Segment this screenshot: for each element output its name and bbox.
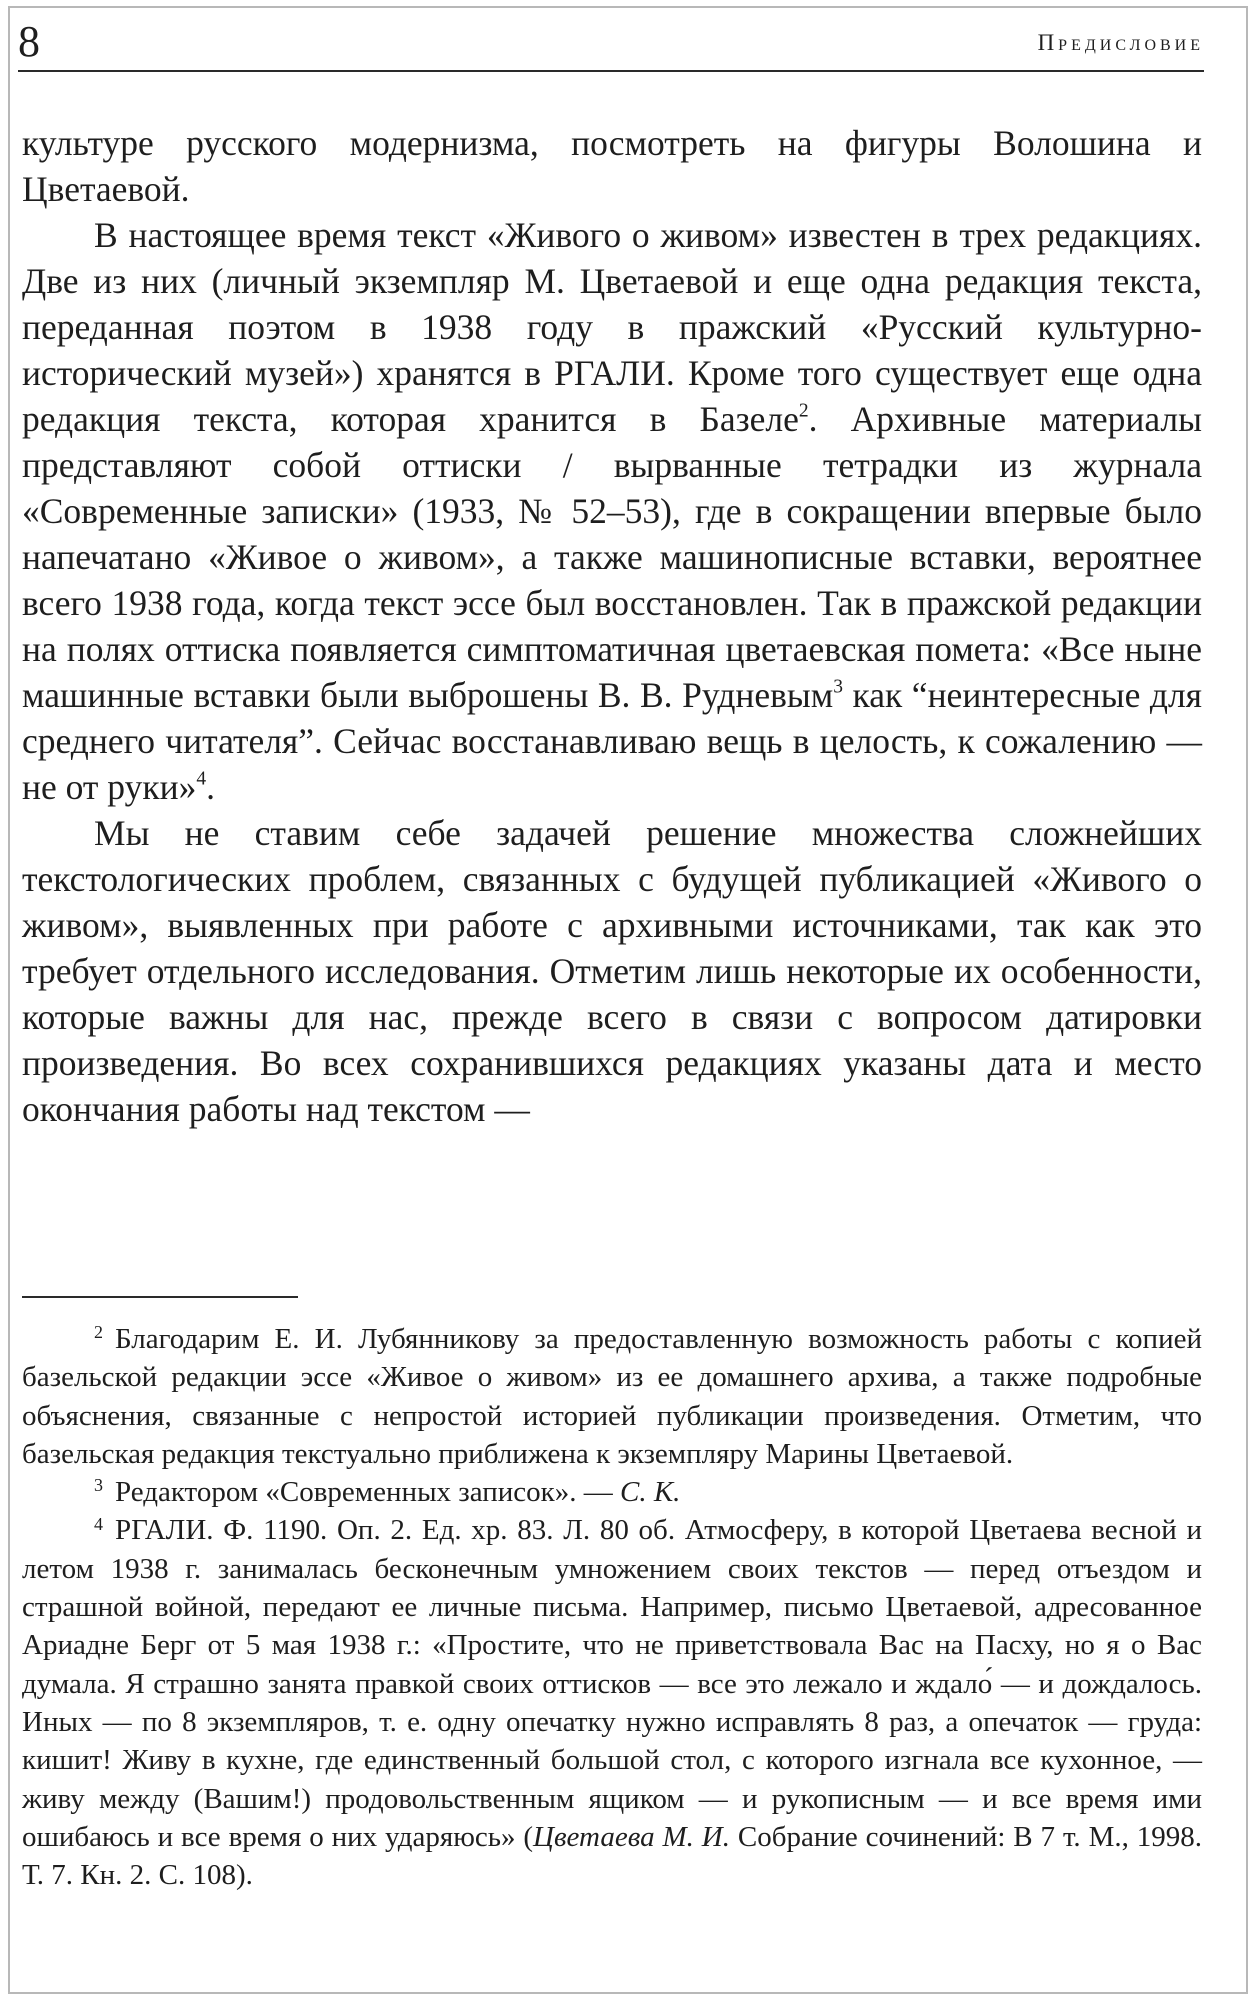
footnote-2-text: Благодарим Е. И. Лубянникову за предоставленную возможность работы с копией базельской редакции эссе «Живое о живом» из ее домашнего архива, а также подробные объяснения, связанные с непростой историей публикации произведения. Отметим, что базельская редакция текстуально приближена к экземпляру Марины Цветаевой.: [22, 1323, 1202, 1470]
paragraph-2-text-c: как “неинтересные для среднего читателя”. Сейчас восстанавливаю вещь в целость, к сожалению — не от руки»: [22, 675, 1202, 807]
main-text: [22, 120, 1202, 1132]
footnote-3: [22, 1473, 1202, 1511]
footnote-divider: [22, 1296, 298, 1298]
page-header: [18, 14, 1204, 72]
footnote-ref-3[interactable]: 3: [833, 676, 843, 698]
running-title: Предисловие: [1037, 30, 1204, 55]
footnote-3-text: Редактором «Современных записок». —: [114, 1476, 620, 1509]
paragraph-2-text-d: .: [206, 767, 215, 807]
footnote-4-citation: Собрание сочинений: В 7 т. М., 1998. Т. 7. Кн. 2. С. 108).: [22, 1820, 1203, 1892]
footnote-4-author: Цветаева М. И.: [533, 1820, 730, 1853]
footnote-3-number: 3: [94, 1475, 103, 1496]
footnote-2: [22, 1320, 1202, 1473]
paragraph-2-text-b: . Архивные материалы представляют собой оттиски / вырванные тетрадки из журнала «Современные записки» (1933, № 52–53), где в сокращении впервые было напечатано «Живое о живом», а также машинописные вставки, вероятнее всего 1938 года, когда текст эссе был восстановлен. Так в пражской редакции на полях оттиска появляется симптоматичная цветаевская помета: «Все ныне машинные вставки были выброшены В. В. Рудневым: [22, 399, 1203, 715]
page-number: 8: [18, 17, 40, 66]
footnote-4-number: 4: [94, 1513, 103, 1534]
footnotes: [22, 1320, 1202, 1894]
paragraph-1: культуре русского модернизма, посмотреть на фигуры Волошина и Цветаевой.: [22, 123, 1202, 209]
paragraph-2: [22, 212, 1202, 810]
paragraph-3: Мы не ставим себе задачей решение множества сложнейших текстологических проблем, связанных с будущей публикацией «Живого о живом», выявленных при работе с архивными источниками, так как это требует отдельного исследования. Отметим лишь некоторые их особенности, которые важны для нас, прежде всего в связи с вопросом датировки произведения. Во всех сохранившихся редакциях указаны дата и место окончания работы над текстом —: [22, 813, 1202, 1129]
footnote-4: [22, 1511, 1202, 1894]
footnote-2-number: 2: [94, 1322, 103, 1343]
footnote-ref-2[interactable]: 2: [798, 400, 809, 422]
footnote-4-text: РГАЛИ. Ф. 1190. Оп. 2. Ед. хр. 83. Л. 80 об. Атмосферу, в которой Цветаева весной и летом 1938 г. занималась бесконечным умножением своих текстов — перед отъездом и страшной войной, передают ее личные письма. Например, письмо Цветаевой, адресованное Ариадне Берг от 5 мая 1938 г.: «Простите, что не приветствовала Вас на Пасху, но я о Вас думала. Я страшно занята правкой своих оттисков — все это лежало и ждало́ — и дождалось. Иных — по 8 экземпляров, т. е. одну опечатку нужно исправлять 8 раз, а опечаток — груда: кишит! Живу в кухне, где единственный большой стол, с которого изгнала все кухонное, — живу между (Вашим!) продовольственным ящиком — и рукописным — и все время ими ошибаюсь и все время о них ударяюсь» (: [22, 1514, 1202, 1853]
footnote-ref-4[interactable]: 4: [196, 768, 207, 790]
footnote-3-signature: С. К.: [620, 1476, 681, 1509]
paragraph-2-text-a: В настоящее время текст «Живого о живом» известен в трех редакциях. Две из них (личный экземпляр М. Цветаевой и еще одна редакция текста, переданная поэтом в 1938 году в пражский «Русский культурно-исторический музей») хранятся в РГАЛИ. Кроме того существует еще одна редакция текста, которая хранится в Базеле: [22, 215, 1202, 439]
